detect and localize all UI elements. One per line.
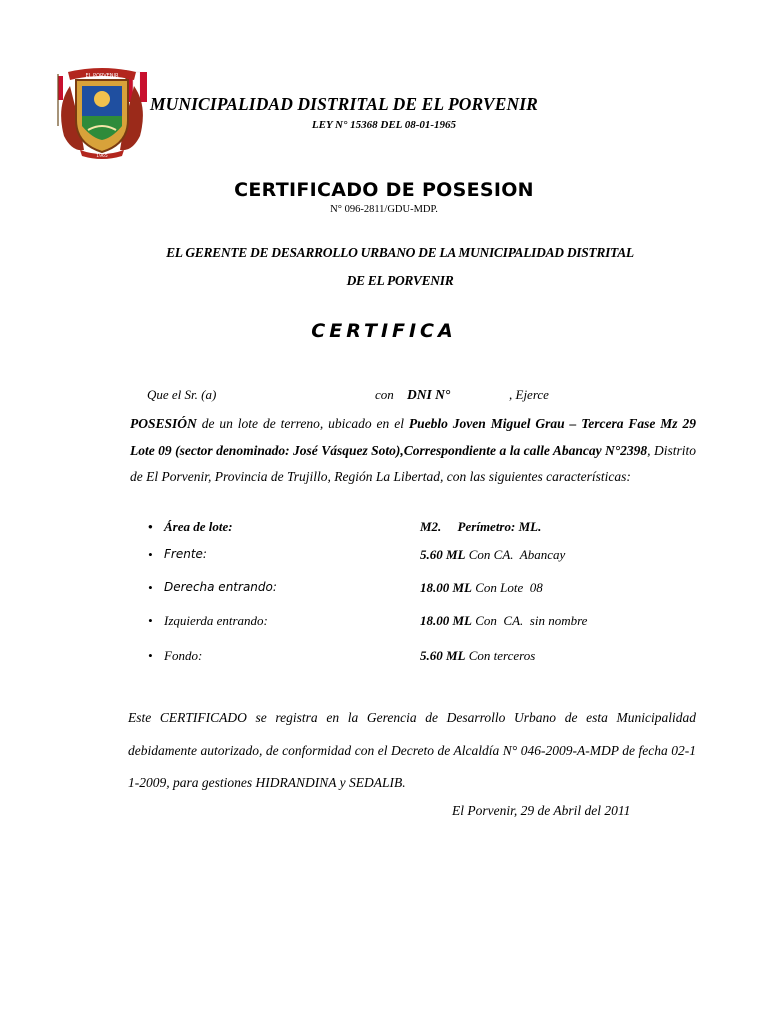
ejerce-label: , Ejerce [509, 387, 549, 402]
que-el-label: Que el Sr. (a) [147, 387, 217, 402]
location-description: Pueblo Joven Miguel Grau – Tercera Fase Mz 29 Lote 09 (sector denominado: José Vásquez Soto),Correspondiente a la calle Abancay N°2398 [130, 416, 696, 458]
dni-label: DNI N° [407, 387, 451, 402]
feature-label: Frente: [164, 547, 207, 561]
feature-row [148, 648, 708, 670]
body-text-1: de un lote de terreno, ubicado en el [196, 416, 409, 431]
certificate-number: N° 096-2811/GDU-MDP. [330, 204, 438, 215]
feature-measure: 5.60 ML [420, 547, 466, 562]
bullet-icon: • [148, 519, 153, 534]
certificate-title: CERTIFICADO DE POSESION [234, 179, 534, 201]
feature-label: Izquierda entrando: [164, 613, 268, 628]
feature-measure: 18.00 ML [420, 613, 472, 628]
posesion-term: POSESIÓN [130, 416, 197, 431]
feature-detail: Con CA. sin nombre [472, 613, 588, 628]
feature-area-row [148, 519, 708, 541]
municipality-title: MUNICIPALIDAD DISTRITAL DE EL PORVENIR [150, 94, 538, 114]
feature-label: Derecha entrando: [164, 580, 277, 594]
feature-area-label: Área de lote: [164, 519, 233, 534]
municipal-crest-logo [50, 66, 154, 160]
feature-measure: 5.60 ML [420, 648, 466, 663]
feature-detail: Con terceros [465, 648, 536, 663]
feature-detail: Con CA. Abancay [465, 547, 566, 562]
bullet-icon: • [148, 648, 153, 663]
con-label: con [375, 387, 394, 402]
issue-date: El Porvenir, 29 de Abril del 2011 [452, 803, 631, 818]
feature-measure: 18.00 ML [420, 580, 472, 595]
certifica-heading: CERTIFICA [311, 320, 457, 342]
crest-year-text: 1965 [96, 154, 108, 159]
bullet-icon: • [148, 547, 153, 562]
issuer-line-1: EL GERENTE DE DESARROLLO URBANO DE LA MUNICIPALIDAD DISTRITAL [166, 245, 634, 260]
feature-area-value: M2. Perímetro: ML. [420, 519, 542, 534]
feature-row [148, 547, 708, 569]
feature-detail: Con Lote 08 [472, 580, 543, 595]
closing-paragraph: Este CERTIFICADO se registra en la Gerencia de Desarrollo Urbano de esta Municipalidad debidamente autorizado, de conformidad con el Decreto de Alcaldía N° 046-2009-A-MDP de fecha 02-1 1-2009, para gestiones HIDRANDINA y SEDALIB. [128, 710, 696, 790]
crest-top-text: EL PORVENIR [85, 73, 119, 79]
possession-paragraph [130, 411, 696, 491]
issuer-heading [100, 239, 700, 295]
law-reference: LEY N° 15368 DEL 08-01-1965 [311, 119, 457, 131]
feature-row [148, 613, 708, 635]
issuer-line-2: DE EL PORVENIR [346, 273, 454, 288]
body-text-2: , Distrito de El Porvenir, Provincia de Trujillo, Región La Libertad, con las siguientes características: [130, 442, 696, 484]
feature-label: Fondo: [164, 648, 203, 663]
bullet-icon: • [148, 613, 153, 628]
bullet-icon: • [148, 580, 153, 595]
feature-row [148, 580, 708, 602]
